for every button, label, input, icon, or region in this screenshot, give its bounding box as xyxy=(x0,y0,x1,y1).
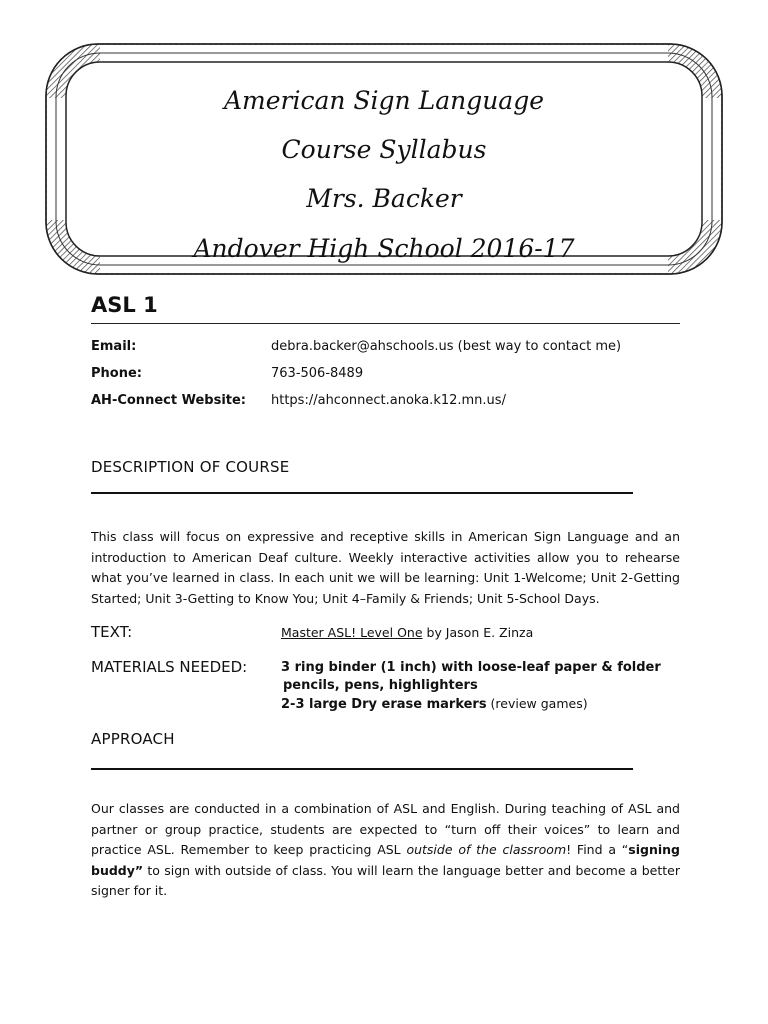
description-divider xyxy=(91,492,633,494)
title-document-type: Course Syllabus xyxy=(281,135,487,164)
textbook-reference xyxy=(281,625,533,640)
approach-emphasis: outside of the classroom xyxy=(406,842,567,857)
approach-heading: APPROACH xyxy=(91,730,175,748)
website-link[interactable]: https://ahconnect.anoka.k12.mn.us/ xyxy=(271,393,506,408)
heading-divider xyxy=(91,323,680,324)
text-label: TEXT: xyxy=(91,623,133,641)
textbook-author: by Jason E. Zinza xyxy=(422,625,534,640)
approach-text-1: Our classes are conducted in a combination of ASL and English. During teaching of ASL and partner or group practice, students are expected to “turn off their voices” to learn and practice ASL. Remember to keep practicing ASL xyxy=(91,801,680,857)
approach-strong: signing buddy” xyxy=(91,842,680,878)
material-item-markers-note: (review games) xyxy=(486,696,588,711)
material-item-markers-text: 2-3 large Dry erase markers xyxy=(281,697,487,712)
email-label: Email: xyxy=(91,339,137,354)
course-code-heading: ASL 1 xyxy=(91,293,158,317)
textbook-title: Master ASL! Level One xyxy=(281,625,423,640)
approach-text-3: to sign with outside of class. You will learn the language better and become a better signer for it. xyxy=(91,862,680,898)
title-teacher: Mrs. Backer xyxy=(306,184,462,213)
title-school-year: Andover High School 2016-17 xyxy=(193,234,575,263)
approach-text-2: ! Find a “ xyxy=(566,842,629,857)
approach-divider xyxy=(91,768,633,770)
approach-paragraph xyxy=(91,799,680,902)
website-label: AH-Connect Website: xyxy=(91,393,247,408)
material-item-binder: 3 ring binder (1 inch) with loose-leaf paper & folder xyxy=(281,660,661,675)
phone-label: Phone: xyxy=(91,366,142,381)
description-paragraph: This class will focus on expressive and receptive skills in American Sign Language and an introduction to American Deaf culture. Weekly interactive activities allow you to rehearse what you’ve learned in class. In each unit we will be learning: Unit 1-Welcome; Unit 2-Getting Started; Unit 3-Getting to Know You; Unit 4–Family & Friends; Unit 5-School Days. xyxy=(91,529,680,606)
email-value[interactable]: debra.backer@ahschools.us (best way to contact me) xyxy=(271,339,622,354)
materials-label: MATERIALS NEEDED: xyxy=(91,658,248,676)
material-item-markers xyxy=(281,696,588,712)
title-subject: American Sign Language xyxy=(223,86,545,115)
description-heading: DESCRIPTION OF COURSE xyxy=(91,458,290,476)
material-item-pencils: pencils, pens, highlighters xyxy=(283,678,478,693)
phone-value: 763-506-8489 xyxy=(271,366,364,381)
